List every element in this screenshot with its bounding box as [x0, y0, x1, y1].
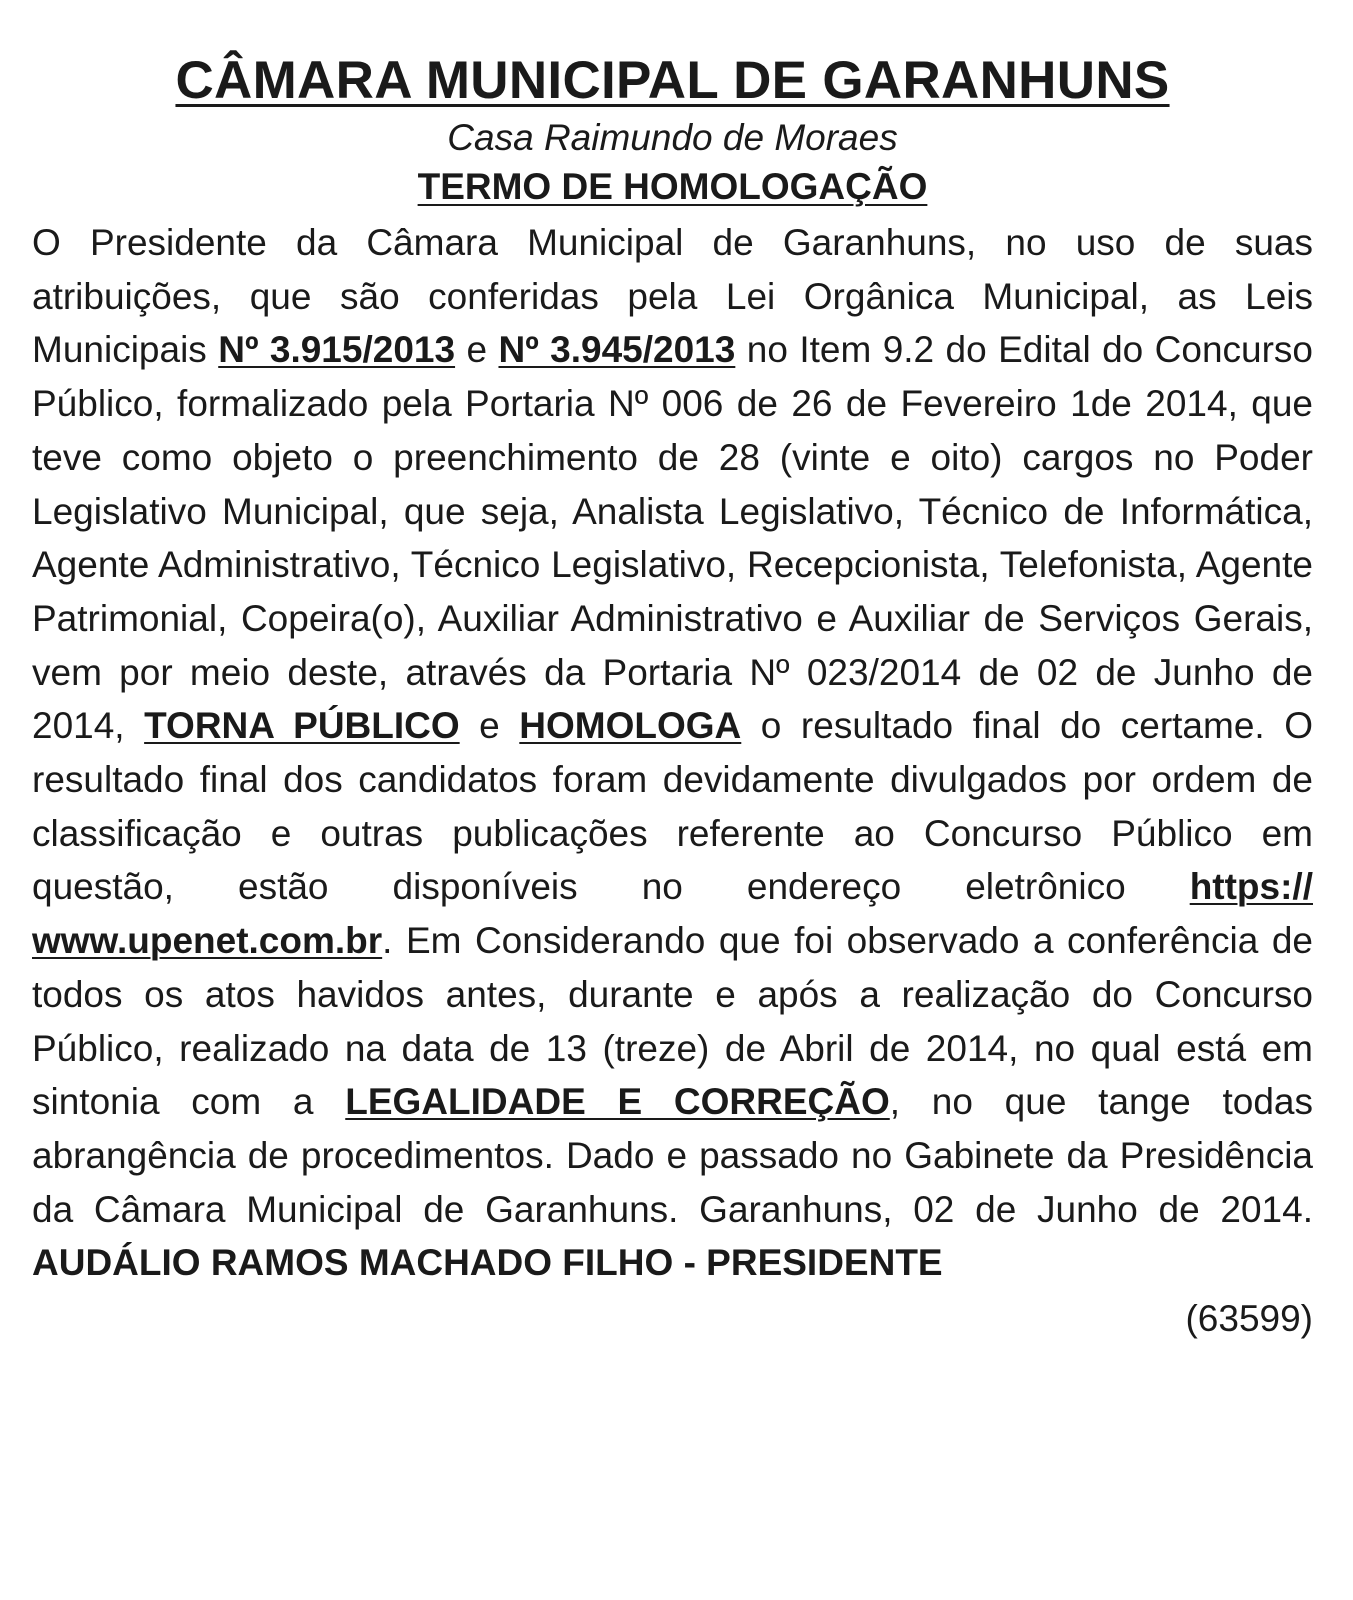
body-text-7: , no que tange todas abrangência de procedimentos. Dado e passado no Gabinete da Presidência da Câmara Municipal de Garanhuns. Garanhuns, 02 de Junho de 2014. [32, 1081, 1314, 1230]
body-text-5: o resultado final do certame. O resultado final dos candidatos foram devidamente divulgados por ordem de classificação e outras publicações referente ao Concurso Público em questão, estão disponíveis no endereço eletrônico [32, 705, 1313, 908]
website-url: https:// www.upenet.com.br [32, 866, 1313, 962]
legalidade-emphasis: LEGALIDADE E CORREÇÃO [345, 1081, 890, 1123]
body-text-3: no Item 9.2 do Edital do Concurso Público, formalizado pela Portaria Nº 006 de 26 de Fevereiro 1de 2014, que teve como objeto o preenchimento de 28 (vinte e oito) cargos no Poder Legislativo Municipal, que seja, Analista Legislativo, Técnico de Informática, Agente Administrativo, Técnico Legislativo, Recepcionista, Telefonista, Agente Patrimonial, Copeira(o), Auxiliar Administrativo e Auxiliar de Serviços Gerais, vem por meio deste, através da Portaria Nº 023/2014 de 02 de Junho de 2014, [32, 329, 1314, 747]
signature: AUDÁLIO RAMOS MACHADO FILHO - PRESIDENTE [32, 1242, 943, 1284]
body-text-6: . Em Considerando que foi observado a conferência de todos os atos havidos antes, durante e após a realização do Concurso Público, realizado na data de 13 (treze) de Abril de 2014, no qual está em sintonia com a [32, 920, 1313, 1123]
header-subtitle: Casa Raimundo de Moraes [447, 117, 898, 158]
document-title: TERMO DE HOMOLOGAÇÃO [417, 166, 928, 207]
body-paragraph [32, 216, 1313, 1290]
homologa-emphasis: HOMOLOGA [519, 705, 742, 747]
torna-publico-emphasis: TORNA PÚBLICO [144, 705, 460, 747]
body-text-2: e [455, 329, 499, 371]
law-reference-2: Nº 3.945/2013 [498, 329, 736, 371]
body-text-1: O Presidente da Câmara Municipal de Garanhuns, no uso de suas atribuições, que são conferidas pela Lei Orgânica Municipal, as Leis Municipais [32, 222, 1313, 371]
body-text-4: e [459, 705, 520, 747]
header-title: CÂMARA MUNICIPAL DE GARANHUNS [175, 51, 1170, 110]
law-reference-1: Nº 3.915/2013 [218, 329, 456, 371]
reference-number: (63599) [1185, 1298, 1313, 1340]
